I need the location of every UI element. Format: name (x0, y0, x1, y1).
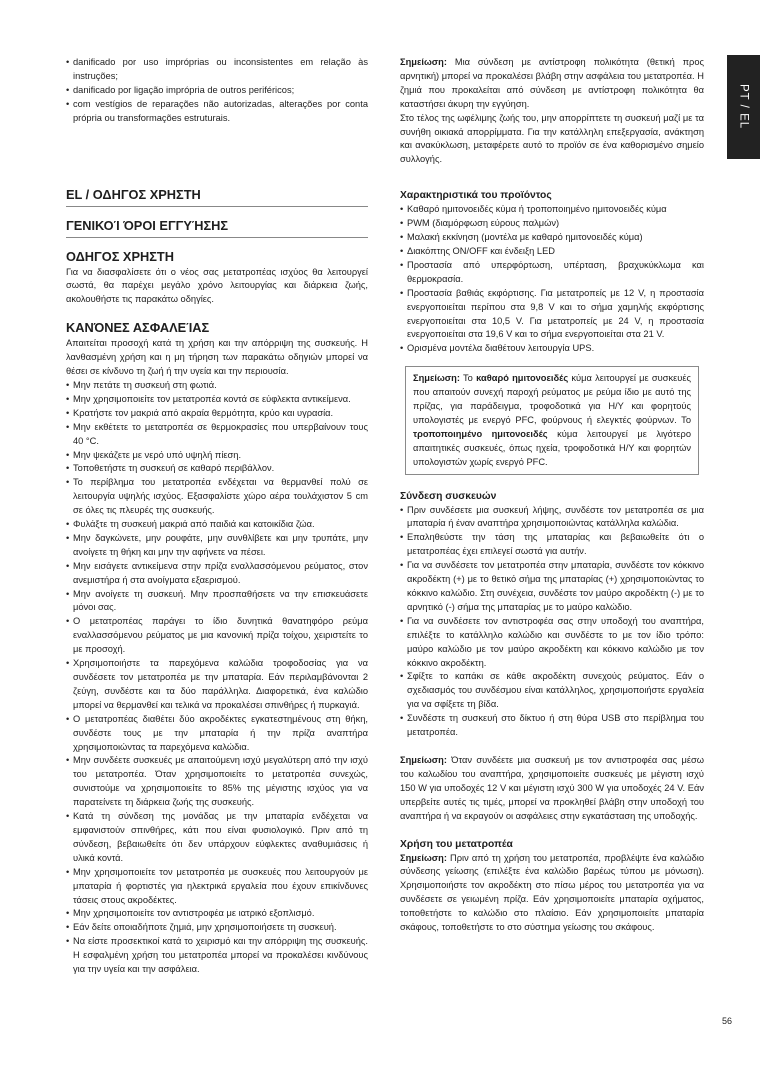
list-item: • Μην πετάτε τη συσκευή στη φωτιά. (66, 379, 368, 393)
safety-intro: Απαιτείται προσοχή κατά τη χρήση και την απόρριψη της συσκευής. Η λανθασμένη χρήση και η μη τήρηση των παρακάτω οδηγιών μπορεί να θέσει σε κίνδυνο τη ζωή ή την υγεία και την περιουσία. (66, 338, 368, 377)
note-label: Σημείωση: (400, 754, 447, 765)
list-item: • Ο μετατροπέας παράγει το ίδιο δυνητικά θανατηφόρο ρεύμα εναλλασσόμενου ρεύματος με μια κανονική πρίζα τοίχου, χειριστείτε το με προσοχή. (66, 615, 368, 657)
language-side-tab: PT / EL (727, 55, 760, 159)
list-item: • Μην χρησιμοποιείτε τον αντιστροφέα με ιατρικό εξοπλισμό. (66, 907, 368, 921)
sine-wave-note-box: Σημείωση: Το καθαρό ημιτονοειδές κύμα λειτουργεί με συσκευές που απαιτούν συνεχή παροχή ρεύματος με ρεύμα ίδιο με αυτό της πρίζας, για παράδειγμα, τροφοδοτικά για Η/Υ και φορητούς υπολογιστές με ενεργό PFC, φούρνους ή ελεγκτές φούρνων. Το τροποποιημένο ημιτονοειδές κύμα λειτουργεί με λιγότερο απαιτητικές συσκευές, όπως ηχεία, τροφοδοτικά Η/Υ και φορητών υπολογιστών χωρίς ενεργό PFC. (405, 366, 699, 474)
note-label: Σημείωση: (400, 57, 447, 67)
list-item: • Το περίβλημα του μετατροπέα ενδέχεται να θερμανθεί πολύ σε λειτουργία υψηλής ισχύος. Εξασφαλίστε χώρο αέρα τουλάχιστον 5 cm σε όλες τις πλευρές της συσκευής. (66, 476, 368, 518)
list-item: • Μην χρησιμοποιείτε τον μετατροπέα με συσκευές που λειτουργούν με μπαταρία ή φορτιστές για ηλεκτρικά εργαλεία που έχουν επικίνδυνες τάσεις στους ακροδέκτες. (66, 866, 368, 908)
list-item: • Κατά τη σύνδεση της μονάδας με την μπαταρία ενδέχεται να εμφανιστούν σπινθήρες, κάτι που είναι φυσιολογικό. Πριν από τη σύνδεση, βεβαιωθείτε ότι δεν υπάρχουν εύφλεκτες αναθυμιάσεις ή υλικά κοντά. (66, 810, 368, 866)
list-item: • Μην χρησιμοποιείτε τον μετατροπέα κοντά σε εύφλεκτα αντικείμενα. (66, 393, 368, 407)
list-item: • Τοποθετήστε τη συσκευή σε καθαρό περιβάλλον. (66, 462, 368, 476)
note-label: Σημείωση: (400, 852, 447, 863)
list-item: • Πριν συνδέσετε μια συσκευή λήψης, συνδέστε τον μετατροπέα σε μια μπαταρία ή έναν αναπτήρα χρησιμοποιώντας κατάλληλα καλώδια. (400, 504, 704, 532)
list-item: • Για να συνδέσετε τον αντιστροφέα σας στην υποδοχή του αναπτήρα, επιλέξτε το κατάλληλο καλώδιο και συνδέστε το με τον ίδιο τρόπο: μαύρο καλώδιο με τον μαύρο ακροδέκτη και κόκκινο καλώδιο με τον κόκκινο ακροδέκτη. (400, 615, 704, 671)
list-item: • Κρατήστε τον μακριά από ακραία θερμότητα, κρύο και υγρασία. (66, 407, 368, 421)
list-item: • Καθαρό ημιτονοειδές κύμα ή τροποποιημένο ημιτονοειδές κύμα (400, 203, 704, 217)
list-item: • Να είστε προσεκτικοί κατά το χειρισμό και την απόρριψη της συσκευής. Η εσφαλμένη χρήση του μετατροπέα μπορεί να προκαλέσει κινδύνους για την υγεία και την ασφάλεια. (66, 935, 368, 977)
features-list (400, 203, 704, 356)
features-title: Χαρακτηριστικά του προϊόντος (400, 190, 552, 202)
warranty-title: ΓΕΝΙΚΟΊ ΌΡΟΙ ΕΓΓΥΉΣΗΣ (66, 217, 229, 233)
right-column (400, 56, 704, 935)
safety-title: ΚΑΝΌΝΕΣ ΑΣΦΑΛΕΊΑΣ (66, 320, 210, 336)
list-item: • Για να συνδέσετε τον μετατροπέα στην μπαταρία, συνδέστε τον κόκκινο ακροδέκτη (+) με το θετικό σήμα της μπαταρίας (+) χρησιμοποιώντας το κόκκινο καλώδιο. Στη συνέχεια, συνδέστε τον μαύρο ακροδέκτη (-) με το αρνητικό (-) σήμα της μπαταρίας με το μαύρο καλώδιο. (400, 559, 704, 615)
connection-note: Σημείωση: Όταν συνδέετε μια συσκευή με τον αντιστροφέα σας μέσω του καλωδίου του αναπτήρα, χρησιμοποιείτε συσκευές με μέγιστη ισχύ 150 W για υποδοχές 12 V και μέγιστη ισχύ 300 W για υποδοχές 24 V. Εάν υπερβείτε αυτές τις τιμές, μπορεί να προκληθεί βλάβη στην υποδοχή του αναπτήρα ή να εκραγούν οι ασφάλειες στην εγκατάσταση της υποδοχής. (400, 754, 704, 821)
note-label: Σημείωση: (413, 373, 460, 384)
list-item: • Ορισμένα μοντέλα διαθέτουν λειτουργία UPS. (400, 342, 704, 356)
list-item: • Διακόπτης ON/OFF και ένδειξη LED (400, 245, 704, 259)
list-item: • Προστασία από υπερφόρτωση, υπέρταση, βραχυκύκλωμα και θερμοκρασία. (400, 259, 704, 287)
list-item: • Συνδέστε τη συσκευή στο δίκτυο ή στη θύρα USB στο περίβλημα του μετατροπέα. (400, 712, 704, 740)
list-item: • Χρησιμοποιήστε τα παρεχόμενα καλώδια τροφοδοσίας για να συνδέσετε τον μετατροπέα με την μπαταρία. Εάν περιλαμβάνονται 2 ζεύγη, συνδέστε και τα δύο παράλληλα. Διαφορετικά, ένα καλώδιο μπορεί να θερμανθεί και τελικά να προκαλέσει σπινθήρες ή πυρκαγιά. (66, 657, 368, 713)
pt-warranty-list (66, 56, 368, 126)
list-item: • Μαλακή εκκίνηση (μοντέλα με καθαρό ημιτονοειδές κύμα) (400, 231, 704, 245)
left-column (66, 56, 368, 977)
list-item: • Προστασία βαθιάς εκφόρτισης. Για μετατροπείς με 12 V, η προστασία ενεργοποιείται περίπου στα 9,8 V και το σήμα χαμηλής εκφόρτισης ενεργοποιείται στα 10,5 V. Για μετατροπείς με 24 V, η προστασία ενεργοποιείται στα 19,6 V και το σήμα ενεργοποιείται στα 21 V. (400, 287, 704, 343)
list-item: • danificado por ligação imprópria de outros periféricos; (66, 84, 368, 98)
list-item: • danificado por uso impróprias ou inconsistentes em relação às instruções; (66, 56, 368, 84)
list-item: • Μην εκθέτετε το μετατροπέα σε θερμοκρασίες που υπερβαίνουν τους 40 °C. (66, 421, 368, 449)
list-item: • Ο μετατροπέας διαθέτει δύο ακροδέκτες εγκατεστημένους στη θήκη, συνδέστε τους με την μπαταρία ή την πρίζα αναπτήρα χρησιμοποιώντας τα παρεχόμενα καλώδια. (66, 713, 368, 755)
usage-note: Σημείωση: Πριν από τη χρήση του μετατροπέα, προβλέψτε ένα καλώδιο σύνδεσης γείωσης (επιλέξτε ένα καλώδιο βαρέως τύπου με μόνωση). Χρησιμοποιήστε τον ακροδέκτη στο πίσω μέρος του μετατροπέα για να συνδέσετε σε γειωμένη πρίζα. Εάν χρησιμοποιείτε μπαταρία οχήματος, τοποθετήστε το καλώδιο στο πλαίσιο. Εάν χρησιμοποιείτε μπαταρία σκάφους, τοποθετήστε το στο σύστημα γείωσης του σκάφους. (400, 852, 704, 933)
page-number: 56 (721, 1016, 732, 1026)
guide-title: ΟΔΗΓΟΣ ΧΡΗΣΤΗ (66, 248, 174, 264)
connection-title: Σύνδεση συσκευών (400, 490, 497, 502)
list-item: • com vestígios de reparações não autorizadas, alterações por conta própria ou transformações estruturais. (66, 98, 368, 126)
list-item: • PWM (διαμόρφωση εύρους παλμών) (400, 217, 704, 231)
list-item: • Εάν δείτε οποιαδήποτε ζημιά, μην χρησιμοποιήσετε τη συσκευή. (66, 921, 368, 935)
list-item: • Μην συνδέετε συσκευές με απαιτούμενη ισχύ μεγαλύτερη από την ισχύ του μετατροπέα. Όταν χρησιμοποιείτε το μετατροπέα συνεχώς, συνιστούμε να χρησιμοποιείτε το 85% της μέγιστης ισχύος για να παρατείνετε τη διάρκεια ζωής της συσκευής. (66, 754, 368, 810)
list-item: • Μην ανοίγετε τη συσκευή. Μην προσπαθήσετε να την επισκευάσετε μόνοι σας. (66, 588, 368, 616)
polarity-note: Σημείωση: Μια σύνδεση με αντίστροφη πολικότητα (θετική προς αρνητική) μπορεί να προκαλέσει βλάβη στην ασφάλεια του μετατροπέα. Η ζημιά που προκαλείται από σύνδεση με αντίστροφη πολικότητα θα καταστήσει άκυρη την εγγύηση. (400, 57, 704, 109)
connection-list (400, 504, 704, 740)
list-item: • Σφίξτε το καπάκι σε κάθε ακροδέκτη συνεχούς ρεύματος. Εάν ο σχεδιασμός του συνδέσμου είναι κατάλληλος, χρησιμοποιήστε εργαλεία για να σφίξετε τη βίδα. (400, 670, 704, 712)
list-item: • Επαληθεύστε την τάση της μπαταρίας και βεβαιωθείτε ότι ο μετατροπέας έχει επιλεγεί σωστά για αυτήν. (400, 531, 704, 559)
list-item: • Μην εισάγετε αντικείμενα στην πρίζα εναλλασσόμενου ρεύματος, στον ανεμιστήρα ή στα ανοίγματα εξαερισμού. (66, 560, 368, 588)
list-item: • Μην δαγκώνετε, μην ρουφάτε, μην συνθλίβετε και μην τρυπάτε, μην ανοίγετε τη θήκη και μην την αφήνετε να πέσει. (66, 532, 368, 560)
disposal-text: Στο τέλος της ωφέλιμης ζωής του, μην απορρίπτετε τη συσκευή μαζί με τα συνήθη οικιακά απορρίμματα. Για την κατάλληλη επεξεργασία, ανάκτηση και ανακύκλωση, μεταφέρετε αυτό το προϊόν σε ένα καθορισμένο σημείο συλλογής. (400, 112, 704, 165)
list-item: • Μην ψεκάζετε με νερό υπό υψηλή πίεση. (66, 449, 368, 463)
safety-list (66, 379, 368, 977)
el-section-title: EL / ΟΔΗΓΟΣ ΧΡΗΣΤΗ (66, 186, 201, 202)
guide-text: Για να διασφαλίσετε ότι ο νέος σας μετατροπέας ισχύος θα λειτουργεί σωστά, θα παρέχει μεγάλο χρόνο λειτουργίας και διάρκεια ζωής, ακολουθήστε τις παρακάτω οδηγίες. (66, 266, 368, 305)
list-item: • Φυλάξτε τη συσκευή μακριά από παιδιά και κατοικίδια ζώα. (66, 518, 368, 532)
usage-title: Χρήση του μετατροπέα (400, 838, 513, 850)
